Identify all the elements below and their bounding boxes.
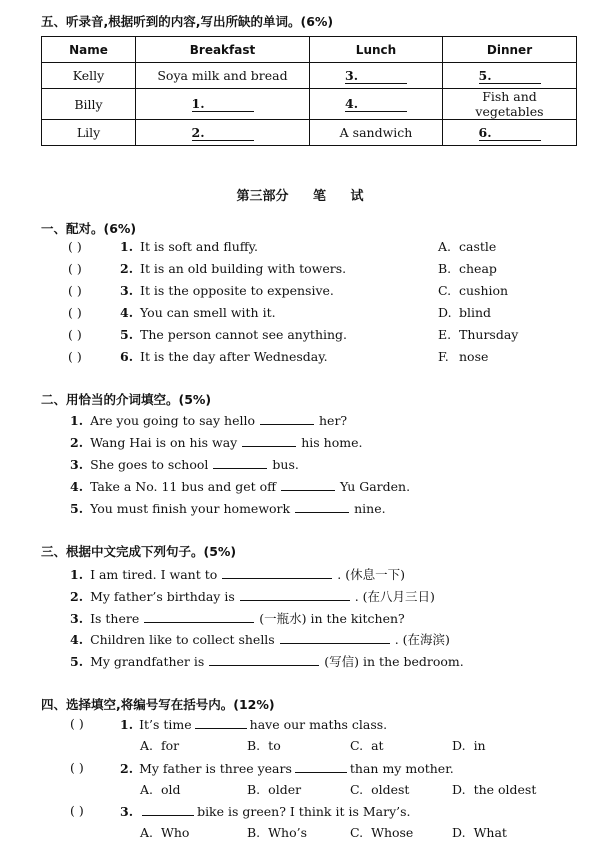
- option-letter: E.: [438, 327, 452, 342]
- answer-blank[interactable]: [209, 653, 319, 666]
- sentence-end: . (在八月三日): [354, 589, 435, 604]
- answer-parentheses[interactable]: ( ): [68, 283, 82, 298]
- option-text: Thursday: [459, 327, 519, 342]
- choice-letter: C.: [350, 738, 364, 753]
- sentence-start: My grandfather is: [90, 654, 205, 669]
- answer-parentheses[interactable]: ( ): [68, 327, 82, 342]
- question-number: 2.: [70, 435, 84, 450]
- question-text: It is soft and fluffy.: [140, 239, 259, 254]
- answer-blank[interactable]: 3.: [345, 68, 407, 84]
- choice-letter: D.: [452, 782, 466, 797]
- fill-in-sentence: [70, 456, 299, 472]
- question-number: 3.: [70, 457, 84, 472]
- option-letter: C.: [438, 283, 452, 298]
- choice-option[interactable]: [350, 825, 413, 840]
- header-name: Name: [42, 37, 136, 63]
- fill-in-sentence: [70, 630, 450, 648]
- sentence-end: than my mother.: [349, 761, 454, 776]
- choice-text: Whose: [371, 825, 414, 840]
- cell-breakfast-blank[interactable]: [136, 89, 310, 120]
- option-text: cushion: [459, 283, 509, 298]
- cell-dinner: Fish and vegetables: [443, 89, 577, 120]
- choice-option[interactable]: [350, 738, 384, 753]
- answer-parentheses[interactable]: ( ): [70, 803, 84, 818]
- answer-blank[interactable]: [295, 760, 347, 773]
- choice-text: for: [161, 738, 180, 753]
- question-sentence: [120, 803, 411, 819]
- question-number: 3.: [120, 804, 134, 819]
- answer-blank[interactable]: 4.: [345, 96, 407, 112]
- section5-heading: 五、听录音,根据听到的内容,写出所缺的单词。(6%): [41, 14, 334, 29]
- answer-blank[interactable]: [280, 631, 390, 644]
- fill-in-sentence: [70, 587, 435, 605]
- choice-letter: A.: [140, 825, 154, 840]
- choice-letter: C.: [350, 825, 364, 840]
- sentence-start: It’s time: [139, 717, 192, 732]
- option-letter: A.: [438, 239, 452, 254]
- choice-letter: A.: [140, 782, 154, 797]
- choice-text: at: [371, 738, 384, 753]
- choice-letter: A.: [140, 738, 154, 753]
- question-text: It is the day after Wednesday.: [140, 349, 328, 364]
- sentence-start: She goes to school: [90, 457, 209, 472]
- question-sentence: [120, 760, 454, 776]
- cell-breakfast: Soya milk and bread: [136, 63, 310, 89]
- answer-blank[interactable]: [260, 412, 314, 425]
- question-number: 4.: [120, 305, 134, 320]
- table-row: [42, 63, 577, 89]
- question-number: 1.: [70, 413, 84, 428]
- choice-option[interactable]: [140, 825, 189, 840]
- table-header-row: [42, 37, 577, 63]
- sentence-end: her?: [319, 413, 348, 428]
- header-lunch: Lunch: [310, 37, 443, 63]
- choice-option[interactable]: [452, 738, 486, 753]
- choice-text: older: [268, 782, 302, 797]
- answer-parentheses[interactable]: ( ): [68, 349, 82, 364]
- question-number: 2.: [120, 261, 134, 276]
- q4-heading: 四、选择填空,将编号写在括号内。(12%): [41, 697, 275, 712]
- answer-blank[interactable]: 2.: [192, 125, 254, 141]
- sentence-end: bike is green? I think it is Mary’s.: [197, 804, 411, 819]
- question-sentence: [120, 716, 387, 732]
- fill-in-sentence: [70, 500, 386, 516]
- cell-name: Billy: [42, 89, 136, 120]
- question-number: 5.: [120, 327, 134, 342]
- fill-in-sentence: [70, 478, 410, 494]
- answer-blank[interactable]: [195, 716, 247, 729]
- option-letter: F.: [438, 349, 449, 364]
- answer-parentheses[interactable]: ( ): [70, 716, 84, 731]
- answer-blank[interactable]: [295, 500, 349, 513]
- table-row: [42, 89, 577, 120]
- header-breakfast: Breakfast: [136, 37, 310, 63]
- question-number: 1.: [120, 717, 134, 732]
- sentence-start: My father’s birthday is: [90, 589, 235, 604]
- q1-heading: 一、配对。(6%): [41, 221, 137, 236]
- question-number: 1.: [120, 239, 134, 254]
- question-number: 3.: [70, 611, 84, 626]
- answer-blank[interactable]: [281, 478, 335, 491]
- fill-in-sentence: [70, 652, 464, 670]
- question-text: It is the opposite to expensive.: [140, 283, 334, 298]
- answer-blank[interactable]: [142, 803, 194, 816]
- sentence-start: Children like to collect shells: [90, 632, 275, 647]
- sentence-end: (写信) in the bedroom.: [324, 654, 464, 669]
- fill-in-sentence: [70, 434, 362, 450]
- answer-blank[interactable]: [242, 434, 296, 447]
- cell-name: Kelly: [42, 63, 136, 89]
- choice-letter: B.: [247, 782, 261, 797]
- sentence-end: (一瓶水) in the kitchen?: [259, 611, 405, 626]
- choice-text: oldest: [371, 782, 410, 797]
- answer-blank[interactable]: 5.: [479, 68, 541, 84]
- question-number: 2.: [70, 589, 84, 604]
- choice-option[interactable]: [247, 825, 307, 840]
- answer-parentheses[interactable]: ( ): [68, 261, 82, 276]
- question-text: You can smell with it.: [140, 305, 276, 320]
- choice-text: What: [473, 825, 507, 840]
- question-number: 5.: [70, 654, 84, 669]
- answer-blank[interactable]: [213, 456, 267, 469]
- choice-letter: D.: [452, 738, 466, 753]
- sentence-start: Take a No. 11 bus and get off: [90, 479, 277, 494]
- option-text: nose: [459, 349, 489, 364]
- choice-text: to: [268, 738, 281, 753]
- choice-option[interactable]: [247, 738, 281, 753]
- option-letter: D.: [438, 305, 452, 320]
- choice-option[interactable]: [140, 782, 181, 797]
- fill-in-sentence: [70, 412, 347, 428]
- choice-letter: D.: [452, 825, 466, 840]
- choice-letter: B.: [247, 825, 261, 840]
- fill-in-sentence: [70, 609, 405, 627]
- q2-heading: 二、用恰当的介词填空。(5%): [41, 392, 212, 407]
- question-text: The person cannot see anything.: [140, 327, 348, 342]
- question-number: 4.: [70, 632, 84, 647]
- answer-blank[interactable]: [240, 588, 350, 601]
- choice-text: Who’s: [268, 825, 307, 840]
- meals-table: [41, 36, 577, 146]
- choice-option[interactable]: [350, 782, 409, 797]
- sentence-end: . (在海滨): [394, 632, 450, 647]
- choice-option[interactable]: [452, 782, 536, 797]
- answer-parentheses[interactable]: ( ): [68, 305, 82, 320]
- sentence-end: bus.: [272, 457, 299, 472]
- answer-blank[interactable]: [222, 566, 332, 579]
- cell-dinner-blank[interactable]: [443, 120, 577, 146]
- sentence-end: nine.: [354, 501, 386, 516]
- sentence-start: I am tired. I want to: [90, 567, 218, 582]
- choice-text: Who: [161, 825, 190, 840]
- part3-title: 第三部分 笔 试: [236, 189, 364, 204]
- cell-lunch: A sandwich: [310, 120, 443, 146]
- sentence-end: . (休息一下): [337, 567, 405, 582]
- question-number: 5.: [70, 501, 84, 516]
- choice-option[interactable]: [140, 738, 179, 753]
- option-text: cheap: [459, 261, 497, 276]
- cell-dinner-blank[interactable]: [443, 63, 577, 89]
- answer-blank[interactable]: [144, 610, 254, 623]
- fill-in-sentence: [70, 565, 405, 583]
- choice-text: old: [161, 782, 181, 797]
- option-letter: B.: [438, 261, 452, 276]
- answer-parentheses[interactable]: ( ): [70, 760, 84, 775]
- question-text: It is an old building with towers.: [140, 261, 347, 276]
- sentence-start: My father is three years: [139, 761, 292, 776]
- choice-letter: B.: [247, 738, 261, 753]
- question-number: 4.: [70, 479, 84, 494]
- question-number: 2.: [120, 761, 134, 776]
- sentence-end: his home.: [301, 435, 363, 450]
- sentence-start: Are you going to say hello: [90, 413, 255, 428]
- sentence-start: You must finish your homework: [90, 501, 291, 516]
- sentence-start: Is there: [90, 611, 140, 626]
- option-text: castle: [459, 239, 497, 254]
- answer-parentheses[interactable]: ( ): [68, 239, 82, 254]
- sentence-end: have our maths class.: [249, 717, 388, 732]
- answer-blank[interactable]: 6.: [479, 125, 541, 141]
- choice-option[interactable]: [452, 825, 507, 840]
- cell-breakfast-blank[interactable]: [136, 120, 310, 146]
- choice-text: the oldest: [473, 782, 537, 797]
- sentence-start: Wang Hai is on his way: [90, 435, 238, 450]
- sentence-end: Yu Garden.: [340, 479, 411, 494]
- question-number: 6.: [120, 349, 134, 364]
- cell-name: Lily: [42, 120, 136, 146]
- answer-blank[interactable]: 1.: [192, 96, 254, 112]
- q3-heading: 三、根据中文完成下列句子。(5%): [41, 544, 237, 559]
- cell-lunch-blank[interactable]: [310, 63, 443, 89]
- question-number: 3.: [120, 283, 134, 298]
- choice-option[interactable]: [247, 782, 301, 797]
- option-text: blind: [459, 305, 492, 320]
- header-dinner: Dinner: [443, 37, 577, 63]
- choice-text: in: [473, 738, 486, 753]
- table-row: [42, 120, 577, 146]
- choice-letter: C.: [350, 782, 364, 797]
- question-number: 1.: [70, 567, 84, 582]
- cell-lunch-blank[interactable]: [310, 89, 443, 120]
